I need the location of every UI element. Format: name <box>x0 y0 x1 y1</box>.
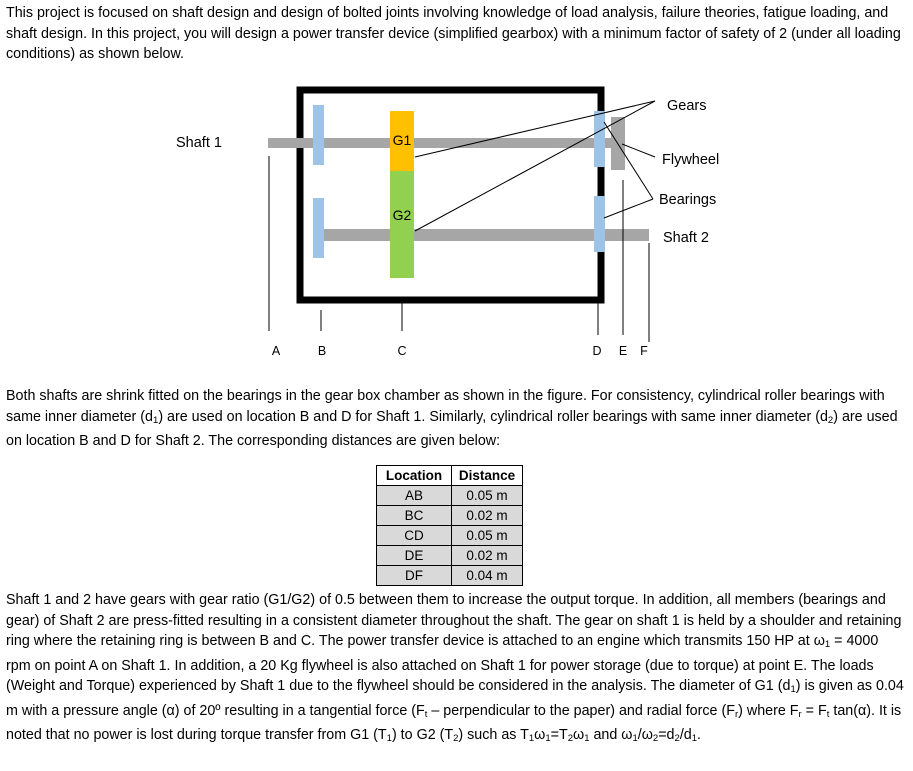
bearing-paragraph: Both shafts are shrink fitted on the bearings in the gear box chamber as shown in the figure. For consistency, cylindrical roller bearings with same inner diameter $(d_1)$ are used on location B and D for Shaft 1. Similarly, cylindrical roller bearings with same inner diameter $(d_2)$ are used on location B and D for Shaft 2. The corresponding distances are given below: <box>6 388 898 449</box>
gearbox-housing <box>300 90 601 300</box>
gearbox-figure <box>0 0 913 380</box>
flywheel-label: Flywheel <box>662 152 720 168</box>
point-label-A: A <box>271 344 281 358</box>
table-cell-location: AB <box>377 486 452 506</box>
gear-g1-label: G1 <box>392 132 412 148</box>
bearings-leader-2 <box>604 199 653 218</box>
table-row <box>377 486 523 506</box>
point-label-B: B <box>317 344 327 358</box>
table-cell-distance: 0.05 m <box>452 526 523 546</box>
gear-g2 <box>390 171 414 278</box>
point-label-C: C <box>397 344 407 358</box>
table-header-row <box>377 466 523 486</box>
column-header: Location <box>377 466 452 486</box>
point-label-F: F <box>640 344 648 358</box>
table-cell-location: BC <box>377 506 452 526</box>
table-cell-location: DE <box>377 546 452 566</box>
flywheel-leader <box>622 144 655 157</box>
table-cell-distance: 0.02 m <box>452 506 523 526</box>
table-row <box>377 566 523 586</box>
table-row <box>377 506 523 526</box>
bearing-shaft2-D <box>594 196 605 252</box>
bearing-shaft2-B <box>313 198 324 258</box>
table-cell-distance: 0.02 m <box>452 546 523 566</box>
design-paragraph: Shaft 1 and 2 have gears with gear ratio (G1/G2) of 0.5 between them to increase the output torque. In addition, all members (bearings and gear) of Shaft 2 are press-fitted resulting in a consistent diameter throughout the shaft. The gear on shaft 1 is held by a shoulder and retaining ring where the retaining ring is between B and C. The power transfer device is attached to an engine which transmits 150 HP at $\omega_1 = 4000$ rpm on point A on Shaft 1. In addition, a 20 Kg flywheel is also attached on Shaft 1 for power storage (due to torque) at point E. The loads (Weight and Torque) experienced by Shaft 1 due to the flywheel should be considered in the analysis. The diameter of G1 $(d_1)$ is given as 0.04 m with a pressure angle (α) of 20º resulting in a tangential force ($F_t$ – perpendicular to the paper) and radial force $(F_r)$ where $F_r = F_t$ tan(α). It is noted that no power is lost during torque transfer from G1 $(T_1)$ to G2 $(T_2)$ such as $T_1\omega_1=T_2\omega_1$ and $\omega_1/\omega_2=d_2/d_1$. <box>6 592 904 744</box>
gear-g2-label: G2 <box>392 207 412 223</box>
gears-label: Gears <box>667 98 707 114</box>
table-cell-location: CD <box>377 526 452 546</box>
shaft2-label: Shaft 2 <box>663 230 709 246</box>
bearing-shaft1-B <box>313 105 324 165</box>
table-row <box>377 526 523 546</box>
bearing-shaft1-D <box>594 111 605 167</box>
table-cell-location: DF <box>377 566 452 586</box>
table-cell-distance: 0.04 m <box>452 566 523 586</box>
table-row <box>377 546 523 566</box>
point-label-D: D <box>592 344 602 358</box>
intro-paragraph: This project is focused on shaft design and design of bolted joints involving knowledge of load analysis, failure theories, fatigue loading, and shaft design. In this project, you will design a power transfer device (simplified gearbox) with a minimum factor of safety of 2 (under all loading conditions) as shown below. <box>6 5 901 62</box>
bearings-label: Bearings <box>659 192 717 208</box>
table-cell-distance: 0.05 m <box>452 486 523 506</box>
shaft1-label: Shaft 1 <box>176 135 222 151</box>
point-label-E: E <box>618 344 628 358</box>
column-header: Distance <box>452 466 523 486</box>
distance-table <box>376 465 523 586</box>
